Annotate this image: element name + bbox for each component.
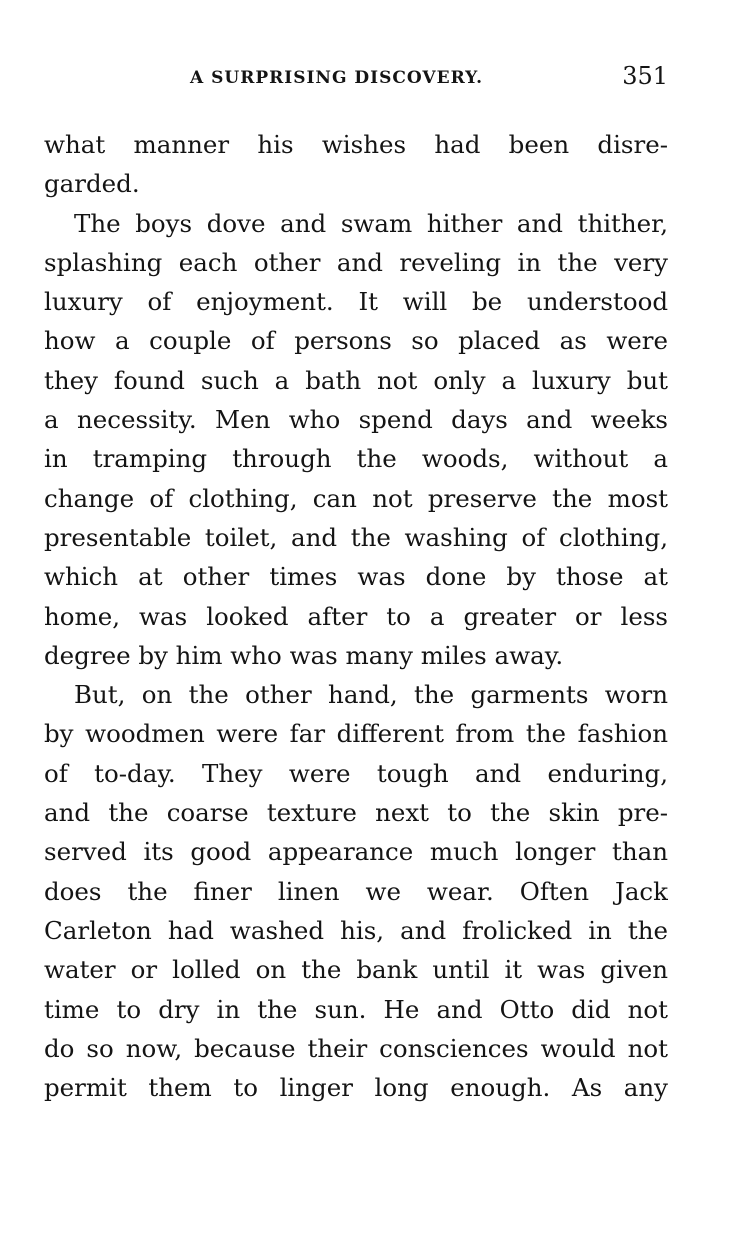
text-line: in tramping through the woods, without a [44, 444, 668, 474]
running-title: A SURPRISING DISCOVERY. [190, 68, 484, 88]
text-line: do so now, because their consciences would not [44, 1033, 668, 1063]
text-line: time to dry in the sun. He and Otto did not [44, 994, 668, 1024]
text-line: of to-day. They were tough and enduring, [44, 758, 668, 788]
text-line: served its good appearance much longer than [44, 837, 668, 867]
text-line: permit them to linger long enough. As any [44, 1073, 668, 1103]
text-line: water or lolled on the bank until it was given [44, 955, 668, 985]
page-number: 351 [622, 62, 668, 90]
running-head [44, 62, 668, 96]
text-line: garded. [44, 169, 140, 199]
text-line: luxury of enjoyment. It will be understood [44, 287, 668, 317]
text-line: they found such a bath not only a luxury but [44, 365, 668, 395]
paragraph [44, 675, 668, 1107]
paragraph-continued [44, 125, 668, 204]
text-line: But, on the other hand, the garments worn [74, 680, 668, 710]
text-line: which at other times was done by those at [44, 562, 668, 592]
text-line: change of clothing, can not preserve the most [44, 483, 668, 513]
text-line: how a couple of persons so placed as were [44, 326, 668, 356]
text-line: and the coarse texture next to the skin pre- [44, 798, 668, 828]
text-line: splashing each other and reveling in the very [44, 247, 668, 277]
text-line: by woodmen were far different from the fashion [44, 719, 668, 749]
text-line: home, was looked after to a greater or less [44, 601, 668, 631]
text-line: does the finer linen we wear. Often Jack [44, 876, 668, 906]
text-line: a necessity. Men who spend days and weeks [44, 405, 668, 435]
text-line: The boys dove and swam hither and thither, [74, 208, 668, 238]
text-line: Carleton had washed his, and frolicked in the [44, 915, 668, 945]
text-line: presentable toilet, and the washing of clothing, [44, 522, 668, 552]
paragraph [44, 204, 668, 676]
body-text [44, 125, 668, 1107]
text-line: degree by him who was many miles away. [44, 640, 564, 670]
text-line: what manner his wishes had been disre- [44, 130, 668, 159]
